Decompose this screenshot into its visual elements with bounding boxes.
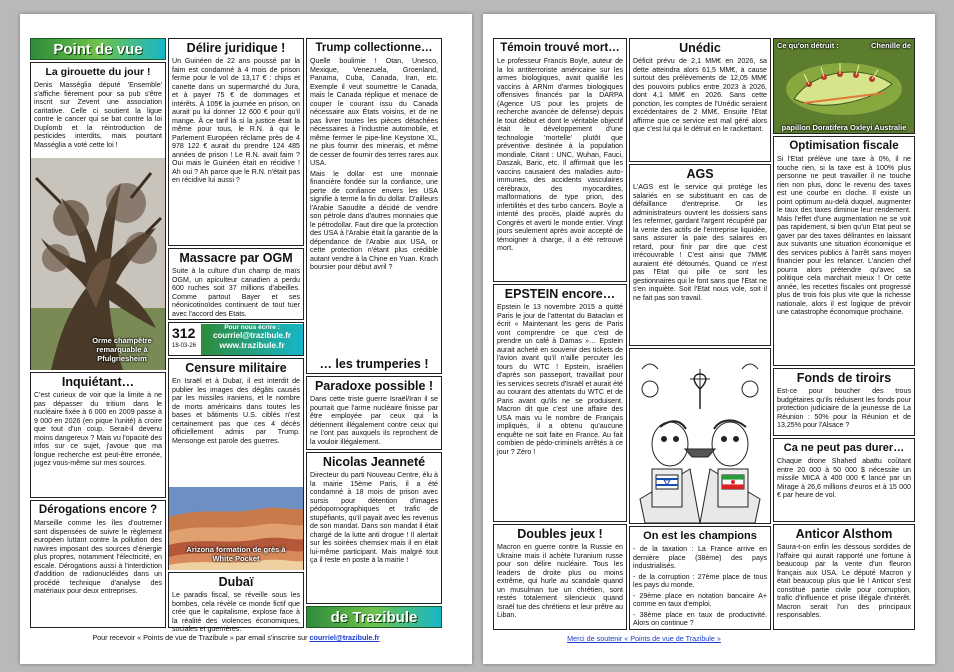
page2-footer	[493, 634, 795, 643]
article-text: Quelle boulimie ! Otan, Unesco, Mexique, Venezuela, Groenland, Panama, Cuba, Canada, Iran, etc. Exemple il veut soumettre le Canada, mais le Canada réplique et menace de couper le courant issu du Canada nécessaire aux États voisins, et de ne pas livrer toutes les pièces détachées nécessaires à l'industrie automobile, et même fermer le pipe-line Keystone XL, ne plus fournir des minerais, et même de cesser de fournir des terres rares aux USA.	[310, 57, 438, 167]
tree-photo	[31, 158, 165, 370]
article-title: Témoin trouvé mort…	[500, 42, 620, 54]
article-text: Si l'Etat prélève une taxe à 0%, il ne touche rien, si la taxe est à 100% plus personne ne peut travailler il ne touche rien non plus, donc le revenu des taxes est une courbe en cloche. Il existe un point optimum au-delà duquel, augmenter le taux des taxes diminue leur rendement. Mais l'effet d'une augmentation ne se voit pas rapidement, si bien qu'un Etat peut se gaver par des taxes délirantes en laissant aux suivants une situation économique et des services publics à l'arrêt sans moyen financier pour les relancer. L'ancien chef pourra alors prétendre qu'avec sa politique cela marchait mieux ! Or cette année, les recettes fiscales ont progressé plus de trois fois plus vite que la richesse nationale, alors il est logique de prévoir une catastrophe économique prochaine.	[777, 155, 911, 316]
article-optimisation-fiscale	[773, 136, 915, 366]
article-massacre-ogm	[168, 248, 304, 320]
article-delire-juridique	[168, 38, 304, 246]
cartoon-illustration	[629, 348, 771, 524]
article-temoin	[493, 38, 627, 282]
article-text: Suite à la culture d'un champ de maïs OGM, un apiculteur canadien a perdu 600 ruches soit 37 millions d'abeilles. Comme partout Bayer et ses néonicotinoïdes continuent de tout tuer avec l'accord des Etats.	[172, 267, 300, 318]
article-title: Dubaï	[218, 575, 254, 589]
champions-item-4: - 38ème place en taux de productivité. Alors on continue ?	[633, 610, 767, 627]
cartoon-drawing	[630, 349, 770, 523]
article-anticor-alsthom	[773, 524, 915, 630]
tree-photo-caption: Orme champêtre remarquable à Pfulgriesheim	[92, 336, 152, 363]
article-nicolas-jeannete	[306, 452, 442, 604]
article-doubles-jeux	[493, 524, 627, 630]
article-end-title: … les trumperies !	[319, 357, 429, 371]
contact-panel	[201, 324, 303, 355]
article-text: Le paradis fiscal, se réveille sous les bombes, cela révèle ce monde fictif que crée que le capitalisme, explose face à la réalité des violences économiques, sociales et guerrières.	[172, 591, 300, 633]
article-title: Délire juridique !	[186, 41, 286, 55]
article-dubai	[168, 572, 304, 633]
contact-site[interactable]: www.trazibule.fr	[219, 340, 285, 350]
write-label: Pour nous écrire :	[224, 324, 280, 331]
article-fonds-tiroirs	[773, 368, 915, 436]
article-text-continued: Mais le dollar est une monnaie financière fondée sur la confiance, une perte de confiance envers les USA signifie à terme la fin du dollar. D'ailleurs l'Arabie Saoudite a décidé de vendre son pétrole dans d'autres monnaies que le pétrodollar. Faut dire que la protection des USA à l'Arabie était la garantie de la dépendance de l'Arabie aux USA, or cette protection n'étant plus crédible autant vendre à la Chine en Yuan. Krach boursier pour début avril ?	[310, 169, 438, 271]
article-title: Ca ne peut pas durer…	[783, 442, 905, 454]
article-inquietant	[30, 372, 166, 498]
article-text: Saura-t-on enfin les dessous sordides de l'affaire qui aurait rapporté une fortune à beaucoup par la vente d'un fleuron français aux USA. Le député Macron y était beaucoup plus que lié ! Anticor s'est constitué partie civile pour corruption, trafic d'influence et prise illégale d'intérêt. Macron serait l'un des principaux responsables.	[777, 543, 911, 619]
article-censure-militaire	[168, 358, 304, 570]
issue-date: 18-03-26	[172, 343, 197, 349]
article-text: Denis Masséglia député 'Ensemble' s'affiche fièrement pour sa pub s'être inscrit sur Zevent une association caritative. Celle ci soutient la ligue contre le cancer qui se bat contre la loi Duplomb et la réintroduction de pesticides interdits, mais pourtant Masséglia a voté cette loi !	[34, 81, 162, 149]
article-text: L'AGS est le service qui protège les salariés en se substituant en cas de défaillance d'entreprise. Or les administrateurs ouvrent les dossiers sans les refermer, gardant l'argent récupéré par la vente des actifs de l'entreprise liquidée, sans assurer la paie des salaires en retard, pour finir par dire que c'est irrécouvrable ! C'est ainsi que 7MM€ auraient été détournés. Quand ce n'est pas l'Etat qui pille ce sont les gestionnaires qui le font sans que l'Etat ne s'en inquiète. Soit l'Etat nous vole, soit il ne fait pas son travail.	[633, 183, 767, 302]
article-text: Déficit prévu de 2,1 MM€ en 2026, sa dette atteindra alors 61,5 MM€, à cause surtout des prélèvements de 12,05 MM€ des pouvoirs publics entre 2023 à 2026, dont 4,1 MM€ en 2026. Sans cette ponction, les comptes de l'Unédic seraient excédentaires de 2 MM€. Ensuite l'Etat affirme que ce service est mal géré alors que c'est lui qui le détruit en le rackettant.	[633, 57, 767, 133]
article-unedic	[629, 38, 771, 162]
article-title: Fonds de tiroirs	[796, 371, 892, 385]
champions-item-1: - de la taxation : La France arrive en dernière place (38ème) des pays industrialisés.	[633, 545, 767, 570]
article-text: Directeur du parti Nouveau Centre, élu à la mairie 15ème Paris, il a été condamné à 18 mois de prison avec sursis pour détention d'images pédopornographiques et trafic de stupéfiants, qu'il payait avec les revenus de son mandat. Dans son mandat il était chargé de la lutte anti drogue ! Il alertait sur les soirées chemsex mais il en était lui-même participant. Mais malgré tout ça il reste en poste à la mairie !	[310, 471, 438, 564]
article-text: Macron en guerre contre la Russie en Ukraine mais il achète l'uranium russe pour son délire nucléaire. Tous les leaders de droite plus ou moins extrême, qui hurle au scandale quand un musulman tue un chrétien, sont restés totalement silencieux quand Israël tue des chrétiens et leur prêtre au Liban.	[497, 543, 623, 619]
champions-item-2: - de la corruption : 27ème place de tous les pays du monde.	[633, 572, 767, 589]
support-link[interactable]: Merci de soutenir « Points de vue de Trazibule »	[567, 634, 721, 643]
article-text: En Israël et à Dubaï, il est interdit de publier les images des dégâts causés par les missiles iraniens, et le nombre de morts américains dans toutes les bases et bâtiments U.S. ciblés n'est certainement pas que ces 4 décès officiellement admis par Trump. Mensonge est parole des guerres.	[172, 377, 300, 445]
article-title: Massacre par OGM	[179, 251, 293, 265]
masthead-bottom	[306, 606, 442, 628]
caterpillar-caption: papillon Doratifera Oxleyi Australie	[781, 123, 907, 132]
caterpillar-label-left: Ce qu'on détruit :	[777, 41, 839, 50]
arizona-photo	[169, 487, 303, 570]
article-title: EPSTEIN encore…	[504, 287, 616, 301]
article-title: Paradoxe possible !	[314, 379, 434, 393]
article-text: Chaque drone Shahed abattu coûtant entre 20 000 à 50 000 $ nécessite un missile MICA à 400 000 € lancé par un Mirage à 26,6 millions d'euros et à 15 000 € par heure de vol.	[777, 457, 911, 499]
article-title: Unédic	[679, 41, 721, 55]
footer-email-link[interactable]: courriel@trazibule.fr	[309, 633, 380, 642]
article-derogations	[30, 500, 166, 628]
article-epstein	[493, 284, 627, 522]
arizona-photo-caption: Arizona formation de grès à White Pocket	[186, 545, 286, 563]
issue-contact-block	[168, 322, 304, 356]
article-title: Censure militaire	[185, 361, 287, 375]
champions-item-3: - 29ème place en notation bancaire A+ comme en taux d'emploi.	[633, 591, 767, 608]
article-text: Epstein le 13 novembre 2015 a quitté Paris le jour de l'attentat du Bataclan et écrit « Maintenant les gens de Paris vont comprendre ce que c'est de prendre un café à Damas »… Epstein aurait acheté en souvenir des tickets de l'avion avant qu'il n'aille percuter les tours du WTC ! Epstein, israélien d'après son passeport, travaillait pour les services secrets d'Israël et aurait été au courant des attentats du WTC et de Paris avant qu'ils ne se produisent. Macron dit que c'est une affaire des USA mais vu le nombre de Français impliqués, il a obtenu qu'aucune enquête ne soit faite en France. Au fait combien de pédo-criminels arrêtés à ce jour ? Zéro !	[497, 303, 623, 456]
article-text: Un Guinéen de 22 ans poussé par la faim est condamné à 4 mois de prison ferme pour le vol de 13,17 € : chips et canette dans un supermarché du Jura, et à payer 75 € de dommages et intérêts. À 105€ la journée en prison, on aurait pu lui donner 12 600 € pour qu'il mange. À ce tarif là si la justice était la même pour tous, le R.N. à qui le Parlement Européen réclame près de 4 978 122 € aurait du prendre 124 485 années de prison ! Le R.N. avait faim ? Oui mais le Guinéen était en récidive ! Ah oui ? Ah parce que le R.N. n'était pas en récidive lui aussi ?	[172, 57, 300, 184]
article-champions	[629, 526, 771, 630]
article-durer	[773, 438, 915, 522]
article-trump	[306, 38, 442, 374]
article-title: La girouette du jour !	[45, 66, 151, 78]
newsletter-page-2	[483, 14, 935, 664]
article-ags	[629, 164, 771, 346]
article-girouette	[30, 62, 166, 370]
masthead-title: Point de vue	[53, 41, 143, 58]
newsletter-page-1	[20, 14, 472, 664]
article-text: Dans cette triste guerre Israël/Iran il se pourrait que l'arme nucléaire finisse par être employée par ceux qui la détiennent illégalement contre ceux qui ne l'ont pas auxquels ils reprochent de la vouloir illégalement.	[310, 395, 438, 446]
article-title: Doubles jeux !	[517, 527, 603, 541]
article-title: Inquiétant…	[61, 375, 135, 389]
masthead-top	[30, 38, 166, 60]
masthead-bottom-title: de Trazibule	[330, 609, 418, 626]
article-title: Trump collectionne…	[315, 42, 433, 54]
article-title: On est les champions	[643, 530, 757, 542]
footer-text: Pour recevoir « Points de vue de Trazibule » par email s'inscrire sur	[92, 633, 308, 642]
caterpillar-image	[774, 39, 914, 133]
caterpillar-photo	[773, 38, 915, 134]
article-text: C'est curieux de voir que la limite à ne pas dépasser du tritium dans le nucléaire fixée à 6 000 en 2009 passe à 9 000 en 2026 (en pique l'unité) à croire que tout d'un coup. Serait-il devenu moins dangereux ? Mais vu l'opacité des infos sur ce sujet, j'avoue que ma longue recherche est peut-être erronée, jugez vous-même sur mes sources.	[34, 391, 162, 467]
issue-number: 312	[172, 325, 196, 341]
article-text: Marseille comme les îles d'outremer sont dispensées de suivre le règlement européen luttant contre la pollution des navires imposant des sources d'énergie plus propres, notamment l'électricité, en escale. Dérogations aussi à l'interdiction d'addition de radionucléides dans un procédé technique d'analyse des matériaux pour deux entreprises.	[34, 519, 162, 595]
contact-email[interactable]: courriel@trazibule.fr	[212, 331, 292, 340]
article-title: Optimisation fiscale	[789, 140, 899, 152]
article-title: AGS	[686, 167, 714, 181]
article-title: Nicolas Jeanneté	[322, 455, 426, 469]
caterpillar-label-right: Chenille de	[870, 41, 911, 50]
page1-footer	[30, 633, 442, 642]
article-title: Anticor Alsthom	[795, 527, 893, 541]
article-text: Le professeur Francis Boyle, auteur de la loi antiterroriste américaine sur les armes biologiques, avait qualifié les vaccins à ARNm d'armes biologiques offensives financés par la DARPA (Agence US pour les projets de recherche avancée de défense) depuis le tout début et dont le véritable objectif était le développement d'une technologie 'mortelle' plutôt que préventive destinée à la population mondiale. Citant : UNC, Wuhan, Fauci, Daszak, Baric, etc. Il affirmait que les vaccins causaient des maladies auto-immunes, des accidents vasculaires cérébraux, des myocardites, malformations de type prion, des infertilités et des turbo cancers. Boyle a intenté des procès, plaidé auprès du Congrès et averti le monde entier. Vingt jours seulement après avoir accepté de témoigner à charge, il a été retrouvé mort.	[497, 57, 623, 252]
article-text: Est-ce pour boucher des trous budgétaires qu'ils réduisent les fonds pour protection judiciaire de la jeunesse de La Réunion : 50% pour la Réunion et de 13,25% pour l'Alsace ?	[777, 387, 911, 429]
article-paradoxe	[306, 376, 442, 450]
article-title: Dérogations encore ?	[38, 504, 158, 516]
